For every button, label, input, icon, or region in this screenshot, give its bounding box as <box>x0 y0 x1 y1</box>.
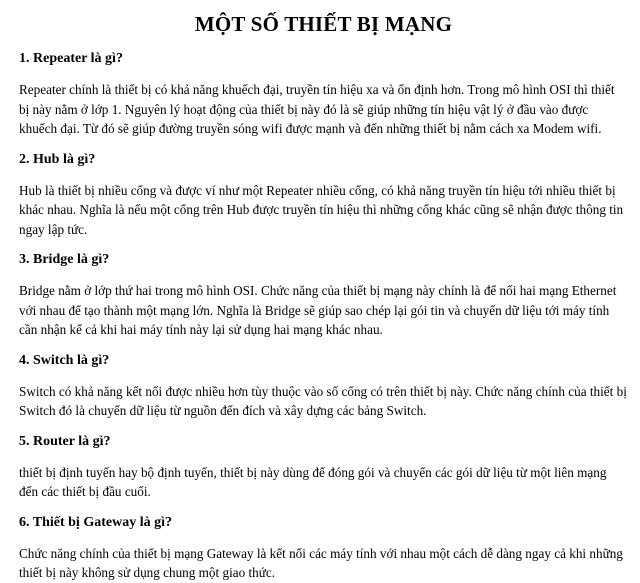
document-title: MỘT SỐ THIẾT BỊ MẠNG <box>194 12 453 36</box>
section-heading: 6. Thiết bị Gateway là gì? <box>19 514 172 530</box>
section-heading: 1. Repeater là gì? <box>19 51 123 66</box>
section-repeater <box>19 50 628 139</box>
section-heading: 2. Hub là gì? <box>19 151 96 167</box>
section-bridge <box>19 251 628 340</box>
section-body: thiết bị định tuyến hay bộ định tuyến, thiết bị này dùng để đóng gói và chuyển các gói dữ liệu từ một liên mạng đến các thiết bị đầu cuối. <box>19 464 607 499</box>
section-body: Hub là thiết bị nhiều cổng và được ví như một Repeater nhiều cổng, có khả năng truyền tín hiệu tới nhiều thiết bị khác nhau. Nghĩa là nếu một cổng trên Hub được truyền tín hiệu thì những cổng khác cũng sẽ nhận được thông tin ngay lập tức. <box>19 182 624 237</box>
section-hub <box>19 151 628 240</box>
section-heading: 4. Switch là gì? <box>19 352 110 368</box>
section-body: Switch có khả năng kết nối được nhiều hơn tùy thuộc vào số cổng có trên thiết bị này. Chức năng chính của thiết bị Switch đó là chuyển dữ liệu từ nguồn đến đích và xây dựng các bảng Switch. <box>19 383 627 418</box>
section-body: Bridge nằm ở lớp thứ hai trong mô hình OSI. Chức năng của thiết bị mạng này chính là để nối hai mạng Ethernet với nhau để tạo thành một mạng lớn. Nghĩa là Bridge sẽ giúp sao chép lại gói tin và chuyển dữ liệu tới máy tính cần nhận kể cả khi hai máy tính này lại sử dụng hai mạng khác nhau. <box>19 283 617 337</box>
section-switch <box>19 352 628 421</box>
section-body: Chức năng chính của thiết bị mạng Gateway là kết nối các máy tính với nhau một cách dễ dàng ngay cả khi những thiết bị này không sử dụng chung một giao thức. <box>19 545 623 580</box>
section-heading: 5. Router là gì? <box>19 433 111 449</box>
section-gateway <box>19 514 628 583</box>
section-router <box>19 433 628 502</box>
section-body: Repeater chính là thiết bị có khả năng khuếch đại, truyền tín hiệu xa và ổn định hơn. Trong mô hình OSI thì thiết bị này nằm ở lớp 1. Nguyên lý hoạt động của thiết bị này đó là sẽ giúp những tín hiệu vật lý ở đầu vào được khuếch đại. Từ đó sẽ giúp đường truyền sóng wifi được mạnh và đến những thiết bị nằm cách xa Modem wifi. <box>19 82 615 136</box>
section-heading: 3. Bridge là gì? <box>19 252 110 267</box>
